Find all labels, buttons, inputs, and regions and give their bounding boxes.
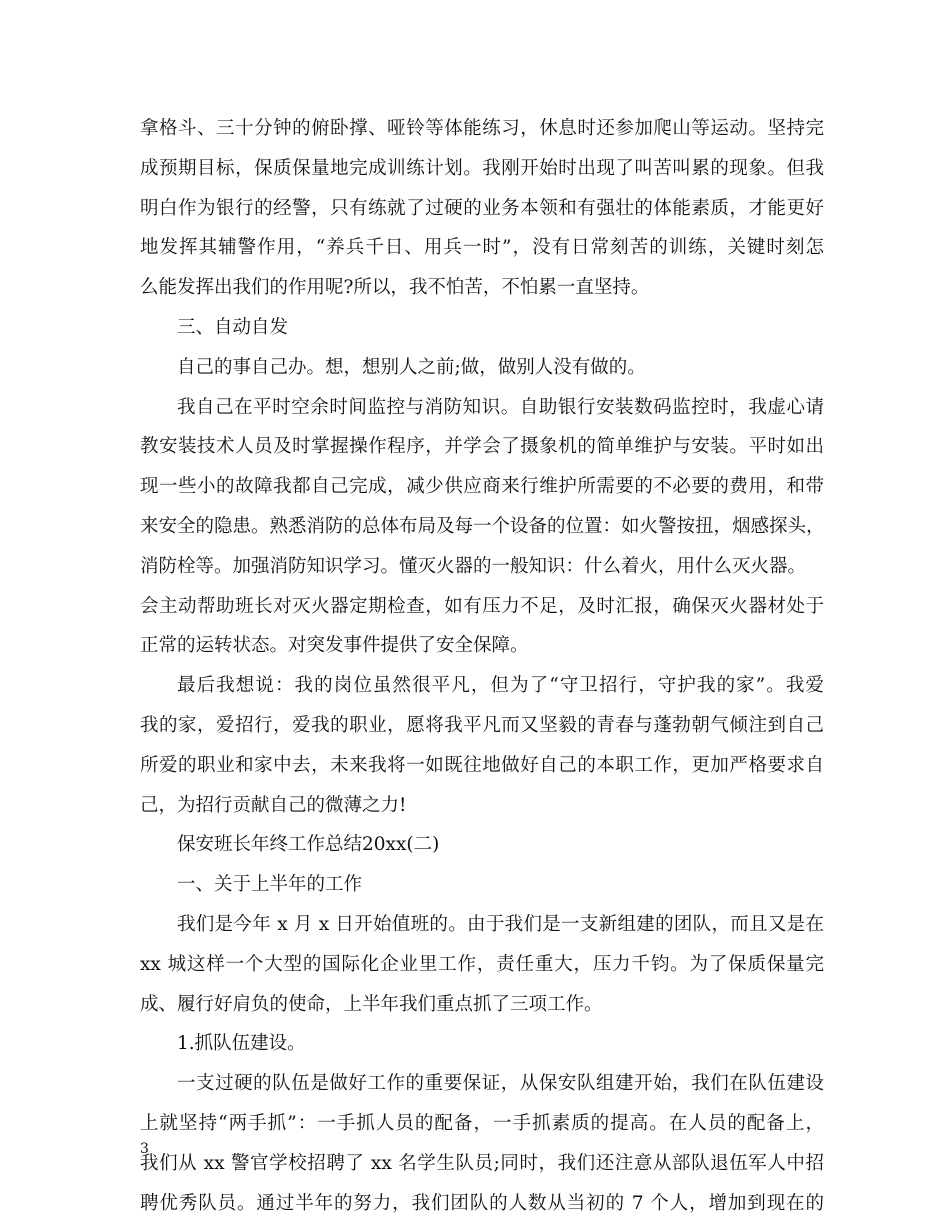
text-line: xx 城这样一个大型的国际化企业里工作，责任重大，压力千钧。为了保质保量完	[140, 953, 824, 975]
text-line: 消防栓等。加强消防知识学习。懂灭火器的一般知识：什么着火，用什么灭火器。	[140, 555, 807, 577]
text-line: 一支过硬的队伍是做好工作的重要保证，从保安队组建开始，我们在队伍建设	[177, 1073, 824, 1095]
text-line: 成、履行好肩负的使命，上半年我们重点抓了三项工作。	[140, 993, 603, 1015]
text-line: 所爱的职业和家中去，未来我将一如既往地做好自己的本职工作，更加严格要求自	[140, 754, 824, 776]
text-line: 拿格斗、三十分钟的俯卧撑、哑铃等体能练习，休息时还参加爬山等运动。坚持完	[140, 118, 824, 139]
text-line: 最后我想说：我的岗位虽然很平凡，但为了“守卫招行，守护我的家”。我爱	[177, 675, 824, 697]
page-number: 3	[140, 1141, 149, 1157]
text-line: 我们是今年 x 月 x 日开始值班的。由于我们是一支新组建的团队，而且又是在	[177, 913, 824, 935]
text-line: 保安班长年终工作总结20xx(二)	[177, 834, 440, 856]
text-line: 正常的运转状态。对突发事件提供了安全保障。	[140, 635, 529, 657]
text-line: 一、关于上半年的工作	[177, 874, 363, 896]
text-line: 现一些小的故障我都自己完成，减少供应商来行维护所需要的不必要的费用，和带	[140, 476, 824, 498]
text-line: 聘优秀队员。通过半年的努力，我们团队的人数从当初的 7 个人，增加到现在的	[140, 1192, 824, 1214]
text-line: 么能发挥出我们的作用呢?所以，我不怕苦，不怕累一直坚持。	[140, 277, 650, 299]
text-line: 三、自动自发	[177, 316, 289, 338]
text-line: 地发挥其辅警作用，“养兵千日、用兵一时”，没有日常刻苦的训练，关键时刻怎	[140, 237, 824, 259]
text-line: 明白作为银行的经警，只有练就了过硬的业务本领和有强壮的体能素质，才能更好	[140, 197, 824, 219]
text-line: 我自己在平时空余时间监控与消防知识。自助银行安装数码监控时，我虚心请	[177, 396, 824, 418]
text-line: 来安全的隐患。熟悉消防的总体布局及每一个设备的位置：如火警按扭，烟感探头，	[140, 515, 825, 537]
document-body	[140, 109, 824, 1223]
text-line: 1.抓队伍建设。	[177, 1033, 306, 1055]
text-line: 成预期目标，保质保量地完成训练计划。我刚开始时出现了叫苦叫累的现象。但我	[140, 157, 824, 179]
text-line: 教安装技术人员及时掌握操作程序，并学会了摄象机的简单维护与安装。平时如出	[140, 436, 824, 458]
text-line: 我们从 xx 警官学校招聘了 xx 名学生队员;同时，我们还注意从部队退伍军人中招	[140, 1152, 824, 1174]
text-line: 上就坚持“两手抓”：一手抓人员的配备，一手抓素质的提高。在人员的配备上，	[140, 1112, 824, 1134]
text-line: 我的家，爱招行，爱我的职业，愿将我平凡而又坚毅的青春与蓬勃朝气倾注到自己	[140, 714, 824, 736]
text-line: 会主动帮助班长对灭火器定期检查，如有压力不足，及时汇报，确保灭火器材处于	[140, 595, 824, 617]
text-line: 自己的事自己办。想，想别人之前;做，做别人没有做的。	[177, 356, 646, 378]
text-line: 己，为招行贡献自己的微薄之力!	[140, 794, 407, 816]
